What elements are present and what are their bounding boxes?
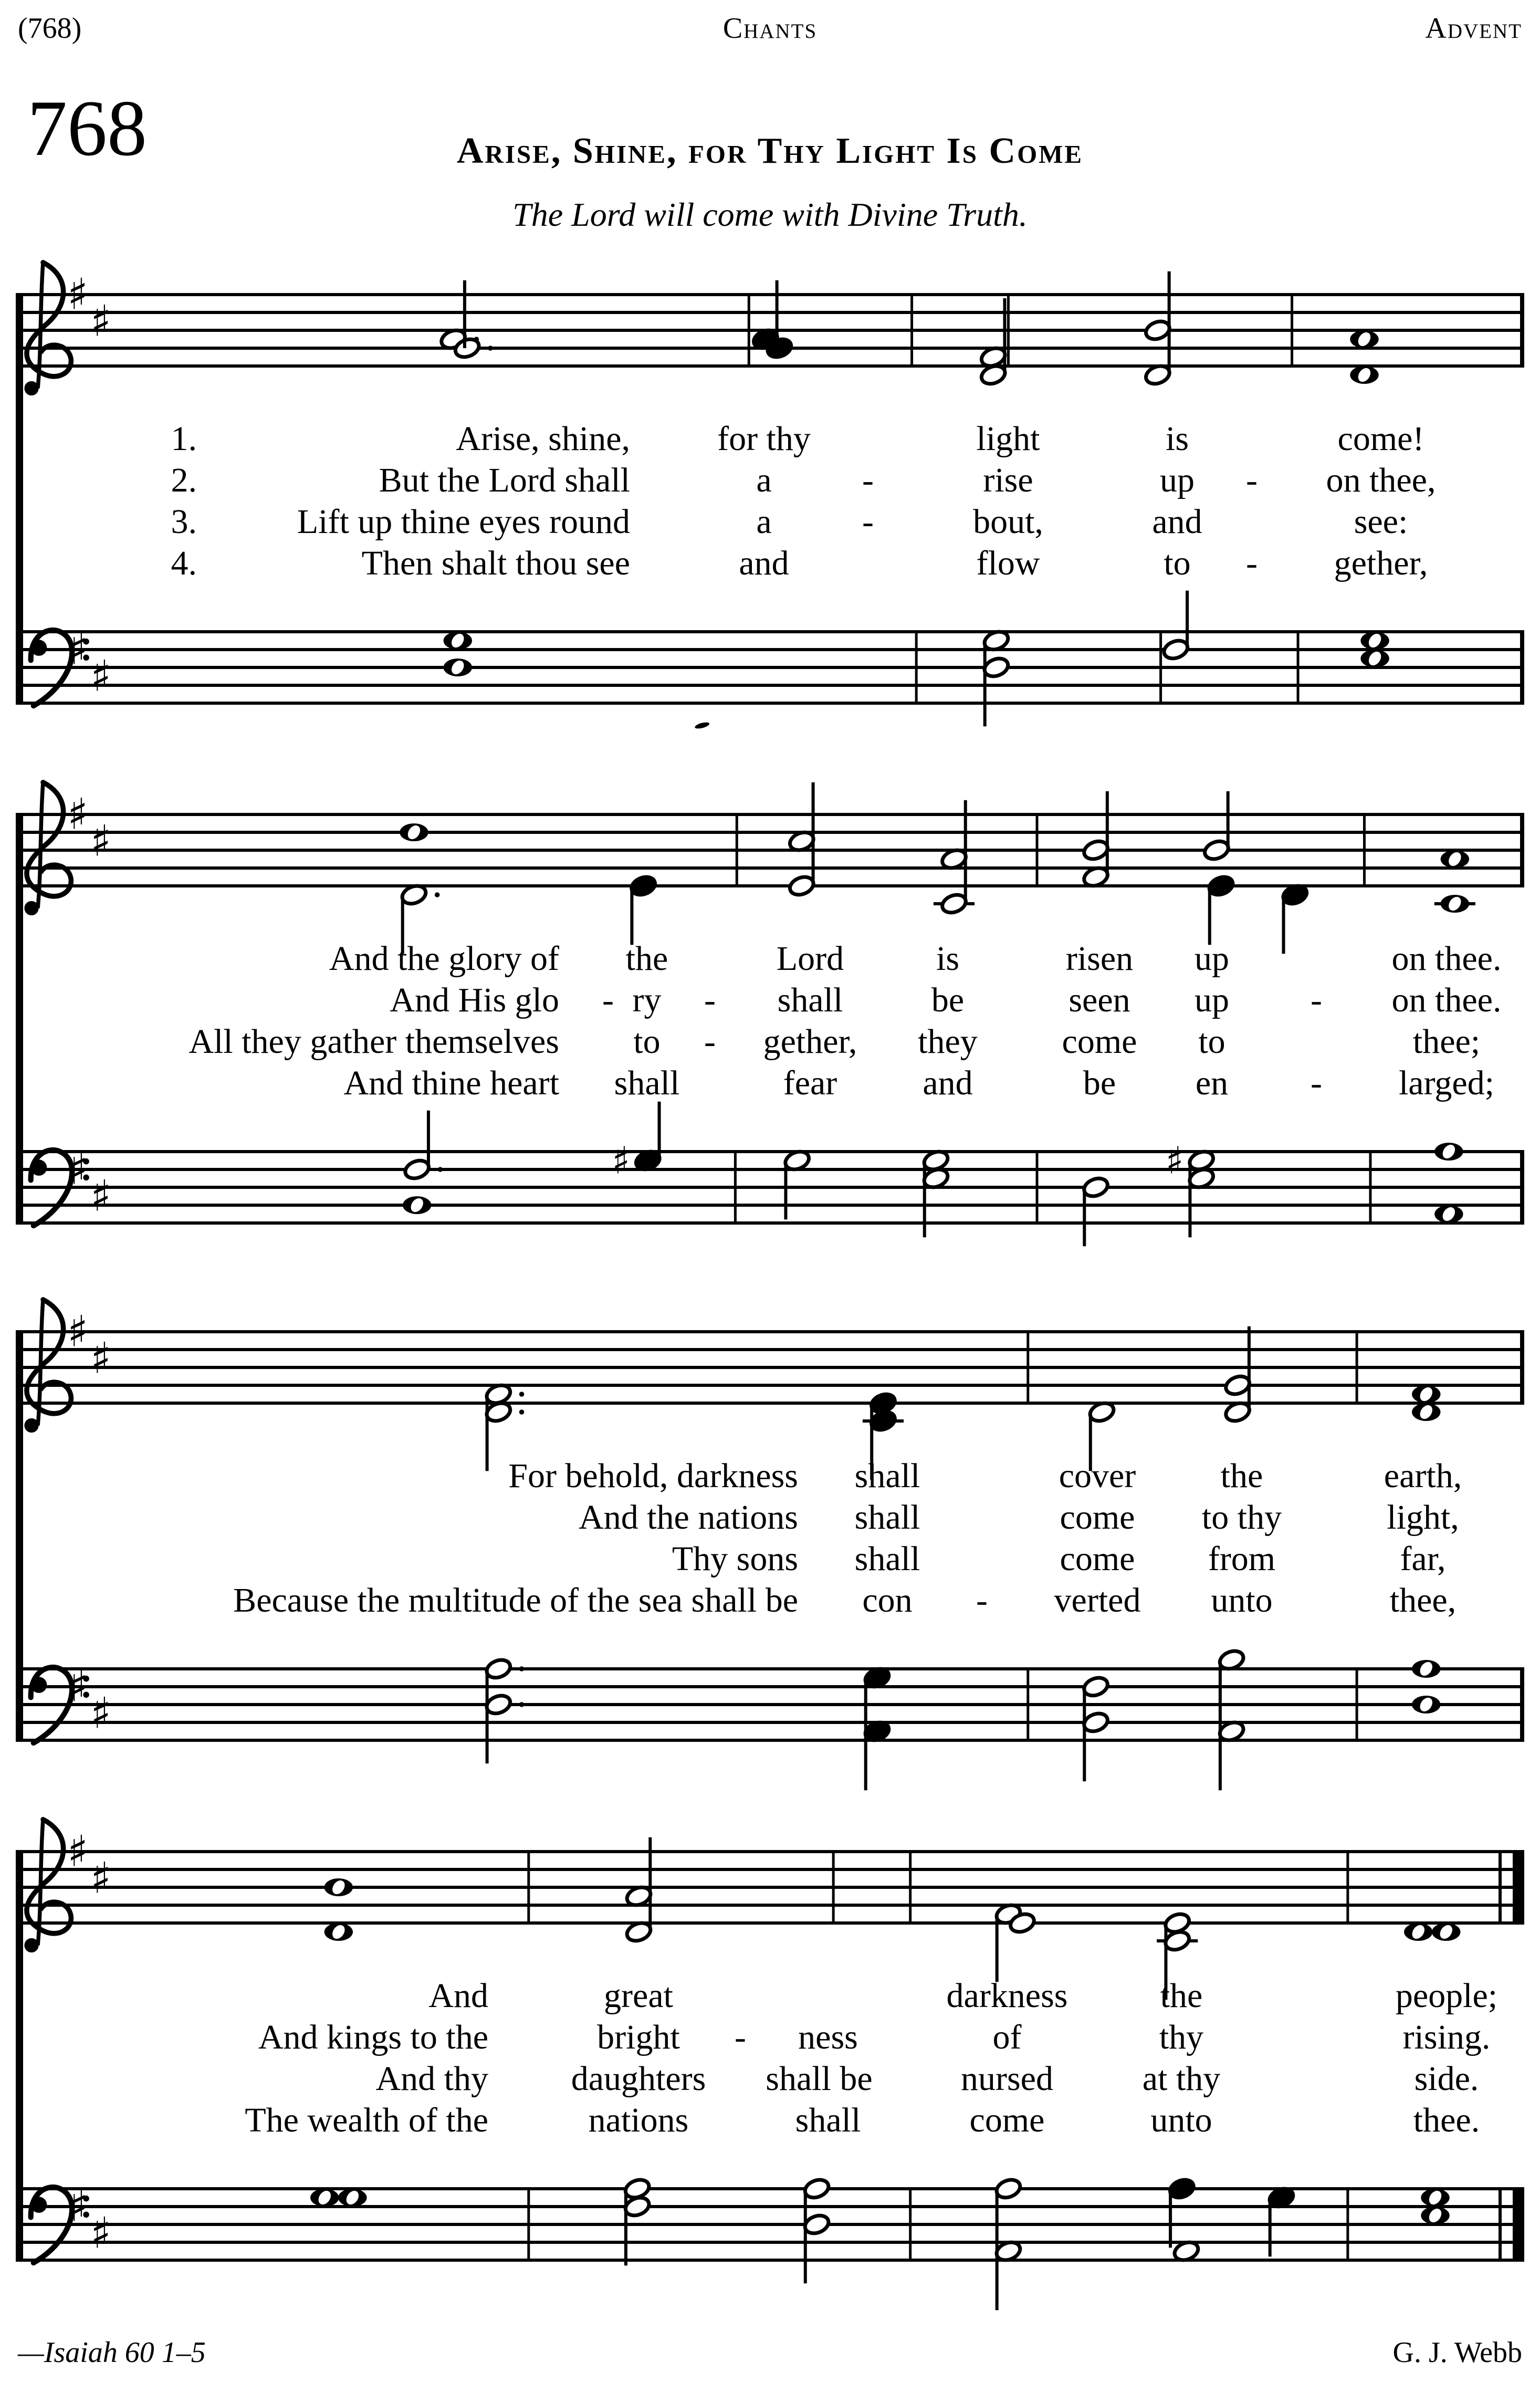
lyric-token: up [1195,981,1229,1019]
music-system-4 [0,1804,1540,2308]
augmentation-dot [438,1167,443,1172]
lyric-token: a [756,461,772,499]
treble-clef-icon [38,263,43,389]
category-label: Advent [1425,12,1522,45]
treble-clef-icon [27,1300,71,1414]
lyric-token: - [862,503,874,541]
lyric-token: up [1195,939,1229,978]
note [1223,1326,1252,1424]
lyric-token: Arise, shine, [456,420,630,458]
treble-staff [16,263,1524,395]
music-notation-4 [16,1804,1524,2308]
lyric-token: to [1198,1022,1225,1061]
lyric-token: And His glo [390,981,559,1019]
lyric-token: And thine heart [343,1064,559,1102]
lyric-token: shall [854,1457,920,1495]
breath-tick [694,721,710,730]
lyric-token: For behold, darkness [508,1457,798,1495]
lyric-token: verted [1054,1581,1141,1619]
lyric-token: con [862,1581,913,1619]
key-signature-sharp-icon: ♯ [67,2181,88,2232]
key-signature-sharp-icon: ♯ [90,651,111,702]
lyric-token: Thy sons [672,1540,798,1578]
lyric-token: ness [798,2018,858,2056]
treble-clef-icon [24,381,38,395]
lyric-token: But the Lord shall [379,461,630,499]
lyric-token: rising. [1402,2018,1491,2056]
lyric-token: light, [1387,1498,1459,1537]
augmentation-dot [519,1666,525,1671]
note [802,2177,831,2283]
treble-clef-icon [24,1938,38,1952]
lyric-token: - [1311,1064,1322,1102]
lyric-token: come [969,2101,1045,2139]
note [1082,1675,1110,1781]
lyric-token: And the nations [579,1498,798,1537]
bass-staff [16,1102,1524,1246]
lyric-token: flow [976,544,1040,582]
lyric-token: shall [795,2101,861,2139]
treble-clef-icon [27,782,71,896]
lyric-token: - [976,1581,988,1619]
note [1434,850,1475,913]
lyric-token: they [918,1022,978,1061]
key-signature-sharp-icon: ♯ [67,789,88,840]
note [1434,1142,1463,1223]
lyric-token: Because the multitude of the sea shall be [233,1581,798,1619]
augmentation-dot [435,892,440,897]
system-brace-line [16,295,23,703]
page-number: (768) [18,12,82,45]
lyric-token: and [923,1064,973,1102]
augmentation-dot [474,337,479,342]
system-brace-line [16,1852,23,2260]
note [624,1837,653,1944]
lyric-token: thee. [1413,2101,1480,2139]
lyric-token: 4. [171,544,197,582]
page-header [18,12,1522,45]
lyric-token: nations [588,2101,689,2139]
augmentation-dot [519,1409,525,1415]
note [1267,2186,1295,2256]
lyric-token: unto [1211,1581,1273,1619]
lyric-token: Lord [776,939,844,978]
lyric-token: side. [1414,2060,1479,2098]
note [783,1148,811,1219]
note [400,823,428,841]
lyric-token: - [704,1022,716,1061]
key-signature-sharp-icon: ♯ [90,1853,111,1904]
augmentation-dot [488,346,493,351]
lyric-token: a [756,503,772,541]
key-signature-sharp-icon: ♯ [90,296,111,347]
final-barline [1513,2189,1524,2260]
lyric-token: shall [854,1498,920,1537]
lyric-token: - [1246,461,1258,499]
hymn-title: Arise, Shine, for Thy Light Is Come [456,131,1084,171]
lyric-token: darkness [946,1977,1068,2015]
lyric-token: see: [1354,503,1408,541]
lyric-token: Then shalt thou see [361,544,630,582]
lyric-token: en [1195,1064,1229,1102]
lyric-token: rise [983,461,1033,499]
lyric-token: at thy [1142,2060,1221,2098]
lyric-token: thee, [1389,1581,1457,1619]
lyric-token: - [862,461,874,499]
key-signature-sharp-icon: ♯ [67,1307,88,1357]
note [444,631,472,676]
note [1082,1175,1110,1246]
lyric-token: is [936,939,960,978]
lyric-token: - [1311,981,1322,1019]
composer-credit: G. J. Webb [1392,2336,1522,2369]
treble-staff [16,1300,1524,1480]
lyric-token: Lift up thine eyes round [297,503,630,541]
note [994,2177,1022,2310]
lyric-token: shall [854,1540,920,1578]
treble-clef-icon [24,1418,38,1433]
note [1281,883,1309,954]
key-signature-sharp-icon: ♯ [90,1688,111,1739]
scripture-reference: —Isaiah 60 1–5 [18,2336,206,2369]
hymn-number: 768 [27,84,147,172]
note [751,280,794,360]
lyric-token: 3. [171,503,197,541]
lyric-token: ry [632,981,662,1019]
key-signature-sharp-icon: ♯ [90,1333,111,1384]
lyric-token: come [1062,1022,1137,1061]
note [629,874,657,945]
lyric-token: of [992,2018,1022,2056]
final-barline [1513,1852,1524,1923]
lyric-token: shall [614,1064,680,1102]
sharp-accidental-icon: ♯ [612,1138,631,1183]
note [1161,591,1190,662]
lyric-token: on thee. [1391,939,1502,978]
note [310,2188,366,2207]
lyric-token: the [625,939,668,978]
lyric-token: be [1083,1064,1116,1102]
music-system-2 [0,767,1540,1271]
treble-clef-icon [27,1820,71,1934]
key-signature-sharp-icon: ♯ [67,1144,88,1195]
lyric-token: - [1246,544,1258,582]
lyric-token: for thy [717,420,811,458]
lyric-token: All they gather themselves [188,1022,559,1061]
lyric-token: be [931,981,965,1019]
lyric-token: on thee, [1326,461,1436,499]
music-system-1 [0,247,1540,751]
lyric-token: earth, [1384,1457,1462,1495]
key-signature-sharp-icon: ♯ [90,1171,111,1221]
system-brace-line [16,814,23,1223]
lyric-token: come [1060,1498,1135,1537]
augmentation-dot [519,1702,525,1707]
note [1404,1922,1460,1941]
treble-clef-icon [38,1820,43,1946]
note [982,629,1010,726]
key-signature-sharp-icon: ♯ [67,269,88,320]
lyric-token: bright [597,2018,680,2056]
lyric-token: come [1060,1540,1135,1578]
note [788,782,816,898]
lyric-token: 2. [171,461,197,499]
lyric-token: the [1160,1977,1203,2015]
note [1082,791,1110,889]
note [623,2177,651,2265]
system-brace-line [16,1332,23,1740]
lyric-token: nursed [961,2060,1053,2098]
note [1168,2177,1196,2248]
lyric-token: bout, [973,503,1043,541]
note [484,1657,524,1763]
music-system-3 [0,1284,1540,1788]
lyric-token: light [976,420,1040,458]
key-signature-sharp-icon: ♯ [67,1826,88,1877]
lyric-token: to [1164,544,1191,582]
lyric-token: thy [1159,2018,1204,2056]
lyric-token: gether, [1334,544,1428,582]
lyric-token: and [739,544,789,582]
lyric-token: shall [777,981,843,1019]
augmentation-dot [519,1392,525,1397]
treble-staff [16,782,1524,954]
note [994,1902,1036,1982]
lyric-token: 1. [171,420,197,458]
lyric-token: daughters [571,2060,706,2098]
lyric-token: gether, [763,1022,857,1061]
lyric-token: come! [1337,420,1424,458]
lyric-token: thee; [1412,1022,1481,1061]
key-signature-sharp-icon: ♯ [67,624,88,675]
note [1207,874,1235,945]
note [1202,791,1231,862]
treble-clef-icon [27,263,71,377]
key-signature-sharp-icon: ♯ [90,2208,111,2259]
hymn-subtitle: The Lord will come with Divine Truth. [512,196,1028,233]
lyric-token: unto [1150,2101,1212,2139]
bass-staff [16,2177,1524,2310]
lyric-token: is [1165,420,1189,458]
music-notation-2 [16,767,1524,1271]
lyric-token: to [633,1022,661,1061]
lyric-token: and [1152,503,1202,541]
lyric-token: And kings to the [258,2018,488,2056]
key-signature-sharp-icon: ♯ [90,816,111,866]
note [934,800,975,916]
lyric-token: people; [1395,1977,1498,2015]
lyric-token: - [704,981,716,1019]
lyric-token: The wealth of the [245,2101,488,2139]
lyric-token: up [1160,461,1195,499]
lyric-token: risen [1065,939,1134,978]
lyric-token: seen [1068,981,1130,1019]
lyric-token: - [602,981,614,1019]
key-signature-sharp-icon: ♯ [67,1661,88,1712]
note [403,1196,431,1214]
treble-staff [16,1820,1524,2000]
lyric-token: larged; [1398,1064,1495,1102]
lyric-token: great [604,1977,673,2015]
lyric-token: the [1220,1457,1263,1495]
note [1350,330,1378,384]
treble-clef-icon [38,782,43,908]
sharp-accidental-icon: ♯ [1165,1138,1184,1183]
lyric-token: And thy [375,2060,488,2098]
note [324,1878,353,1941]
lyric-token: far, [1400,1540,1446,1578]
lyric-token: to thy [1201,1498,1282,1537]
note [863,1666,891,1790]
lyric-token: fear [783,1064,837,1102]
bass-staff [16,591,1524,730]
bass-staff [16,1648,1524,1790]
lyric-token: on thee. [1391,981,1502,1019]
treble-clef-icon [38,1300,43,1426]
treble-clef-icon [24,901,38,915]
lyric-token: shall be [766,2060,873,2098]
lyric-token: And the glory of [329,939,559,978]
section-title: Chants [722,12,818,45]
lyric-token: from [1208,1540,1276,1578]
lyric-token: - [735,2018,746,2056]
note [1144,271,1172,387]
lyric-token: cover [1059,1457,1136,1495]
lyric-token: And [428,1977,488,2015]
